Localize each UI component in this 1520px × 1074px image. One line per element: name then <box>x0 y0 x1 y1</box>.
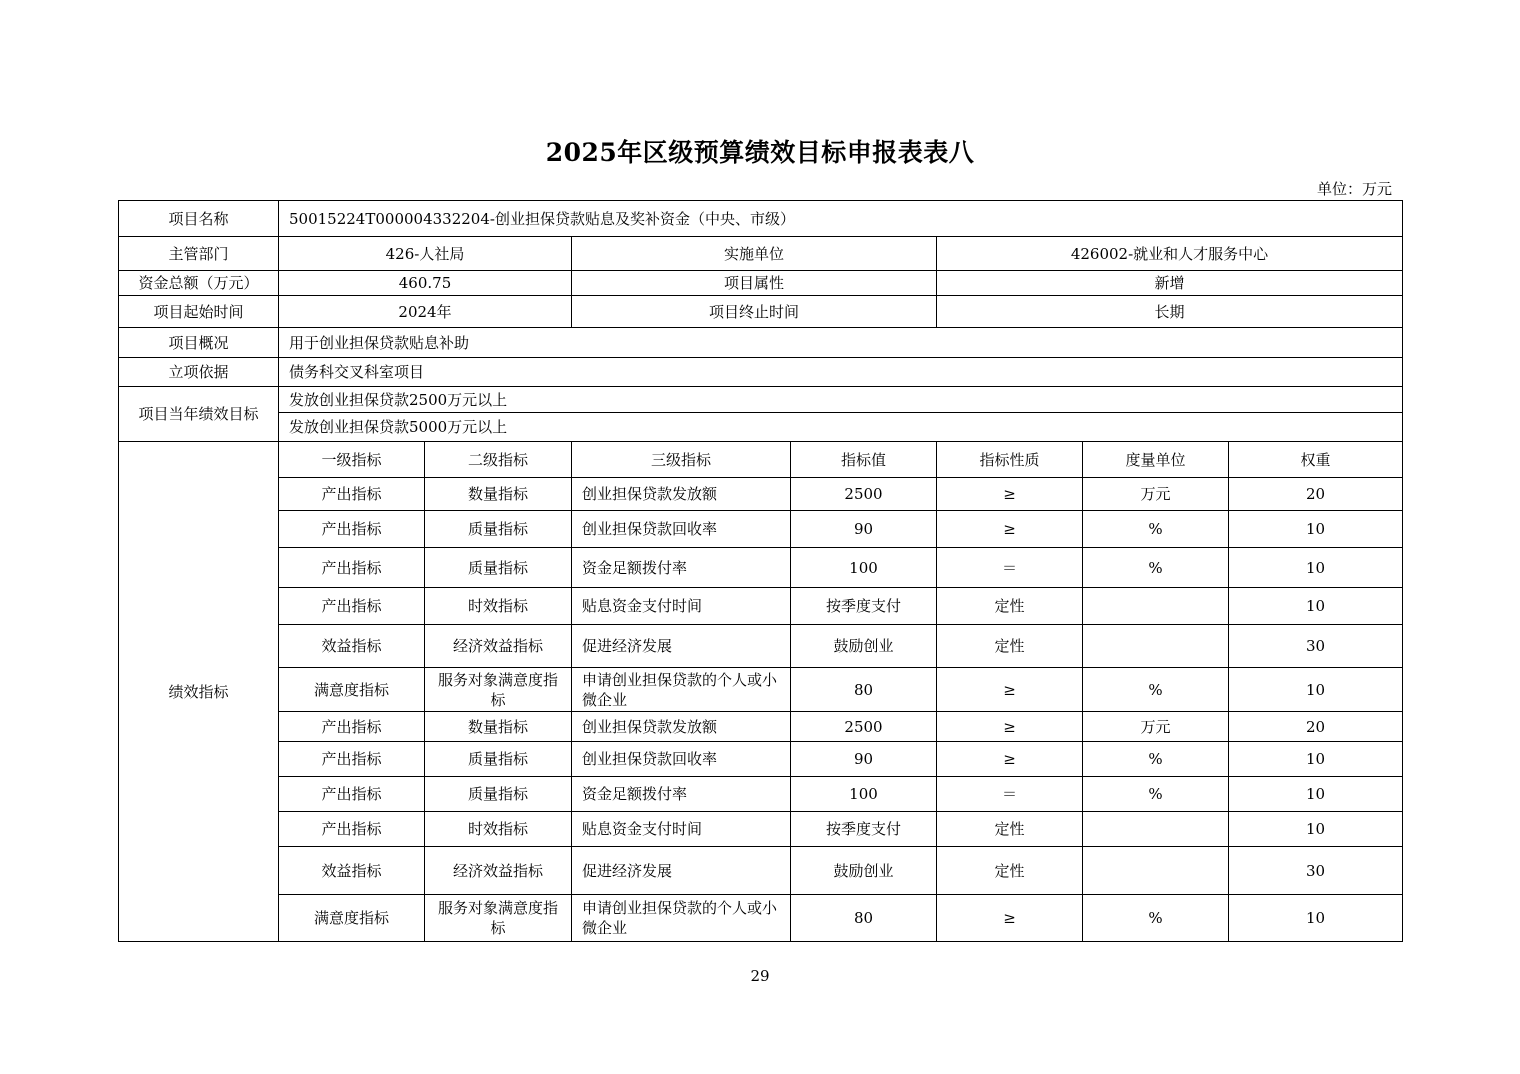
page-title: 2025年区级预算绩效目标申报表表八 <box>545 138 975 167</box>
indicator-unit-cell: % <box>1083 548 1229 588</box>
indicator-level2-cell: 质量指标 <box>425 742 572 777</box>
project-name-value: 50015224T000004332204-创业担保贷款贴息及奖补资金（中央、市级） <box>279 201 1403 237</box>
indicator-weight-cell: 20 <box>1229 712 1403 742</box>
indicator-level3-cell: 创业担保贷款回收率 <box>572 511 791 548</box>
funds-label: 资金总额（万元） <box>119 271 279 296</box>
indicator-row <box>119 847 1403 895</box>
indicator-unit-cell: % <box>1083 511 1229 548</box>
indicator-level3-cell: 创业担保贷款发放额 <box>572 478 791 511</box>
indicator-level1-cell: 产出指标 <box>279 812 425 847</box>
indicator-level1-cell: 产出指标 <box>279 548 425 588</box>
indicator-level2-cell: 质量指标 <box>425 548 572 588</box>
indicator-unit-cell <box>1083 625 1229 668</box>
indicator-value-cell: 2500 <box>791 478 937 511</box>
row-dept <box>119 237 1403 271</box>
indicator-level2-cell: 数量指标 <box>425 712 572 742</box>
indicator-row <box>119 777 1403 812</box>
indicator-level1-cell: 产出指标 <box>279 478 425 511</box>
indicator-level1-cell: 效益指标 <box>279 625 425 668</box>
indicator-unit-cell <box>1083 847 1229 895</box>
indicator-nature-cell: ≥ <box>937 895 1083 942</box>
indicator-value-cell: 按季度支付 <box>791 812 937 847</box>
indicator-nature-cell: 定性 <box>937 847 1083 895</box>
indicator-value-cell: 鼓励创业 <box>791 625 937 668</box>
indicator-weight-cell: 10 <box>1229 511 1403 548</box>
indicator-weight-cell: 10 <box>1229 588 1403 625</box>
attr-value: 新增 <box>937 271 1403 296</box>
performance-table <box>118 200 1403 942</box>
indicator-value-cell: 80 <box>791 895 937 942</box>
indicator-level1-cell: 效益指标 <box>279 847 425 895</box>
indicator-level3-cell: 贴息资金支付时间 <box>572 588 791 625</box>
indicator-level1-cell: 产出指标 <box>279 712 425 742</box>
indicator-level1-cell: 产出指标 <box>279 777 425 812</box>
indicator-unit-cell: 万元 <box>1083 712 1229 742</box>
row-project-name <box>119 201 1403 237</box>
indicator-unit-cell: % <box>1083 668 1229 712</box>
indicator-row <box>119 668 1403 712</box>
indicator-header-cell: 二级指标 <box>425 442 572 478</box>
indicator-level2-cell: 服务对象满意度指标 <box>425 895 572 942</box>
indicator-nature-cell: ≥ <box>937 712 1083 742</box>
indicator-nature-cell: ＝ <box>937 548 1083 588</box>
indicator-level1-cell: 满意度指标 <box>279 895 425 942</box>
indicator-level2-cell: 经济效益指标 <box>425 847 572 895</box>
indicator-header-cell: 权重 <box>1229 442 1403 478</box>
indicator-nature-cell: ≥ <box>937 668 1083 712</box>
dept-label: 主管部门 <box>119 237 279 271</box>
basis-value: 债务科交叉科室项目 <box>279 358 1403 387</box>
indicator-value-cell: 2500 <box>791 712 937 742</box>
indicator-header-cell: 指标值 <box>791 442 937 478</box>
indicator-level3-cell: 促进经济发展 <box>572 625 791 668</box>
indicator-weight-cell: 10 <box>1229 548 1403 588</box>
indicator-value-cell: 80 <box>791 668 937 712</box>
goal-2-value: 发放创业担保贷款5000万元以上 <box>279 413 1403 442</box>
indicator-level2-cell: 质量指标 <box>425 777 572 812</box>
indicator-unit-cell: 万元 <box>1083 478 1229 511</box>
start-value: 2024年 <box>279 296 572 328</box>
overview-label: 项目概况 <box>119 328 279 358</box>
indicator-header-row <box>119 442 1403 478</box>
indicator-level3-cell: 申请创业担保贷款的个人或小微企业 <box>572 668 791 712</box>
indicator-nature-cell: ＝ <box>937 777 1083 812</box>
indicator-level2-cell: 时效指标 <box>425 812 572 847</box>
indicator-nature-cell: 定性 <box>937 812 1083 847</box>
end-value: 长期 <box>937 296 1403 328</box>
row-goal-1 <box>119 387 1403 413</box>
indicator-level2-cell: 质量指标 <box>425 511 572 548</box>
indicator-weight-cell: 20 <box>1229 478 1403 511</box>
row-funds <box>119 271 1403 296</box>
unit-label: 单位：万元 <box>1316 180 1392 198</box>
indicator-value-cell: 100 <box>791 548 937 588</box>
indicators-label: 绩效指标 <box>119 442 279 942</box>
indicator-weight-cell: 30 <box>1229 847 1403 895</box>
funds-value: 460.75 <box>279 271 572 296</box>
indicator-level3-cell: 申请创业担保贷款的个人或小微企业 <box>572 895 791 942</box>
indicator-weight-cell: 10 <box>1229 668 1403 712</box>
indicator-level3-cell: 促进经济发展 <box>572 847 791 895</box>
indicator-header-cell: 度量单位 <box>1083 442 1229 478</box>
dept-value: 426-人社局 <box>279 237 572 271</box>
indicator-unit-cell: % <box>1083 777 1229 812</box>
indicator-level2-cell: 经济效益指标 <box>425 625 572 668</box>
indicator-row <box>119 625 1403 668</box>
indicator-level2-cell: 数量指标 <box>425 478 572 511</box>
indicator-weight-cell: 10 <box>1229 812 1403 847</box>
goal-1-value: 发放创业担保贷款2500万元以上 <box>279 387 1403 413</box>
indicator-row <box>119 478 1403 511</box>
indicator-level3-cell: 资金足额拨付率 <box>572 777 791 812</box>
indicator-unit-cell <box>1083 588 1229 625</box>
indicator-weight-cell: 10 <box>1229 742 1403 777</box>
indicator-level1-cell: 产出指标 <box>279 588 425 625</box>
attr-label: 项目属性 <box>572 271 937 296</box>
row-basis <box>119 358 1403 387</box>
indicator-level2-cell: 服务对象满意度指标 <box>425 668 572 712</box>
indicator-value-cell: 按季度支付 <box>791 588 937 625</box>
row-goal-2 <box>119 413 1403 442</box>
indicator-row <box>119 812 1403 847</box>
indicator-row <box>119 588 1403 625</box>
goal-label: 项目当年绩效目标 <box>119 387 279 442</box>
indicator-unit-cell: % <box>1083 742 1229 777</box>
indicator-level3-cell: 创业担保贷款发放额 <box>572 712 791 742</box>
indicator-nature-cell: 定性 <box>937 625 1083 668</box>
impl-label: 实施单位 <box>572 237 937 271</box>
indicator-value-cell: 100 <box>791 777 937 812</box>
indicator-header-cell: 一级指标 <box>279 442 425 478</box>
start-label: 项目起始时间 <box>119 296 279 328</box>
indicator-level2-cell: 时效指标 <box>425 588 572 625</box>
indicator-level3-cell: 创业担保贷款回收率 <box>572 742 791 777</box>
row-overview <box>119 328 1403 358</box>
indicator-row <box>119 742 1403 777</box>
basis-label: 立项依据 <box>119 358 279 387</box>
indicator-nature-cell: ≥ <box>937 478 1083 511</box>
indicator-level3-cell: 资金足额拨付率 <box>572 548 791 588</box>
indicator-value-cell: 90 <box>791 742 937 777</box>
end-label: 项目终止时间 <box>572 296 937 328</box>
indicator-nature-cell: ≥ <box>937 742 1083 777</box>
indicator-level1-cell: 产出指标 <box>279 742 425 777</box>
indicator-weight-cell: 30 <box>1229 625 1403 668</box>
indicator-value-cell: 鼓励创业 <box>791 847 937 895</box>
indicator-header-cell: 指标性质 <box>937 442 1083 478</box>
indicator-value-cell: 90 <box>791 511 937 548</box>
project-name-label: 项目名称 <box>119 201 279 237</box>
indicator-level3-cell: 贴息资金支付时间 <box>572 812 791 847</box>
impl-value: 426002-就业和人才服务中心 <box>937 237 1403 271</box>
indicator-row <box>119 511 1403 548</box>
indicator-row <box>119 895 1403 942</box>
indicator-row <box>119 548 1403 588</box>
indicator-level1-cell: 产出指标 <box>279 511 425 548</box>
indicator-nature-cell: 定性 <box>937 588 1083 625</box>
indicator-row <box>119 712 1403 742</box>
indicator-header-cell: 三级指标 <box>572 442 791 478</box>
indicator-nature-cell: ≥ <box>937 511 1083 548</box>
page-number: 29 <box>750 967 770 985</box>
row-time <box>119 296 1403 328</box>
overview-value: 用于创业担保贷款贴息补助 <box>279 328 1403 358</box>
indicator-weight-cell: 10 <box>1229 895 1403 942</box>
indicator-level1-cell: 满意度指标 <box>279 668 425 712</box>
indicator-weight-cell: 10 <box>1229 777 1403 812</box>
indicator-unit-cell: % <box>1083 895 1229 942</box>
indicator-unit-cell <box>1083 812 1229 847</box>
